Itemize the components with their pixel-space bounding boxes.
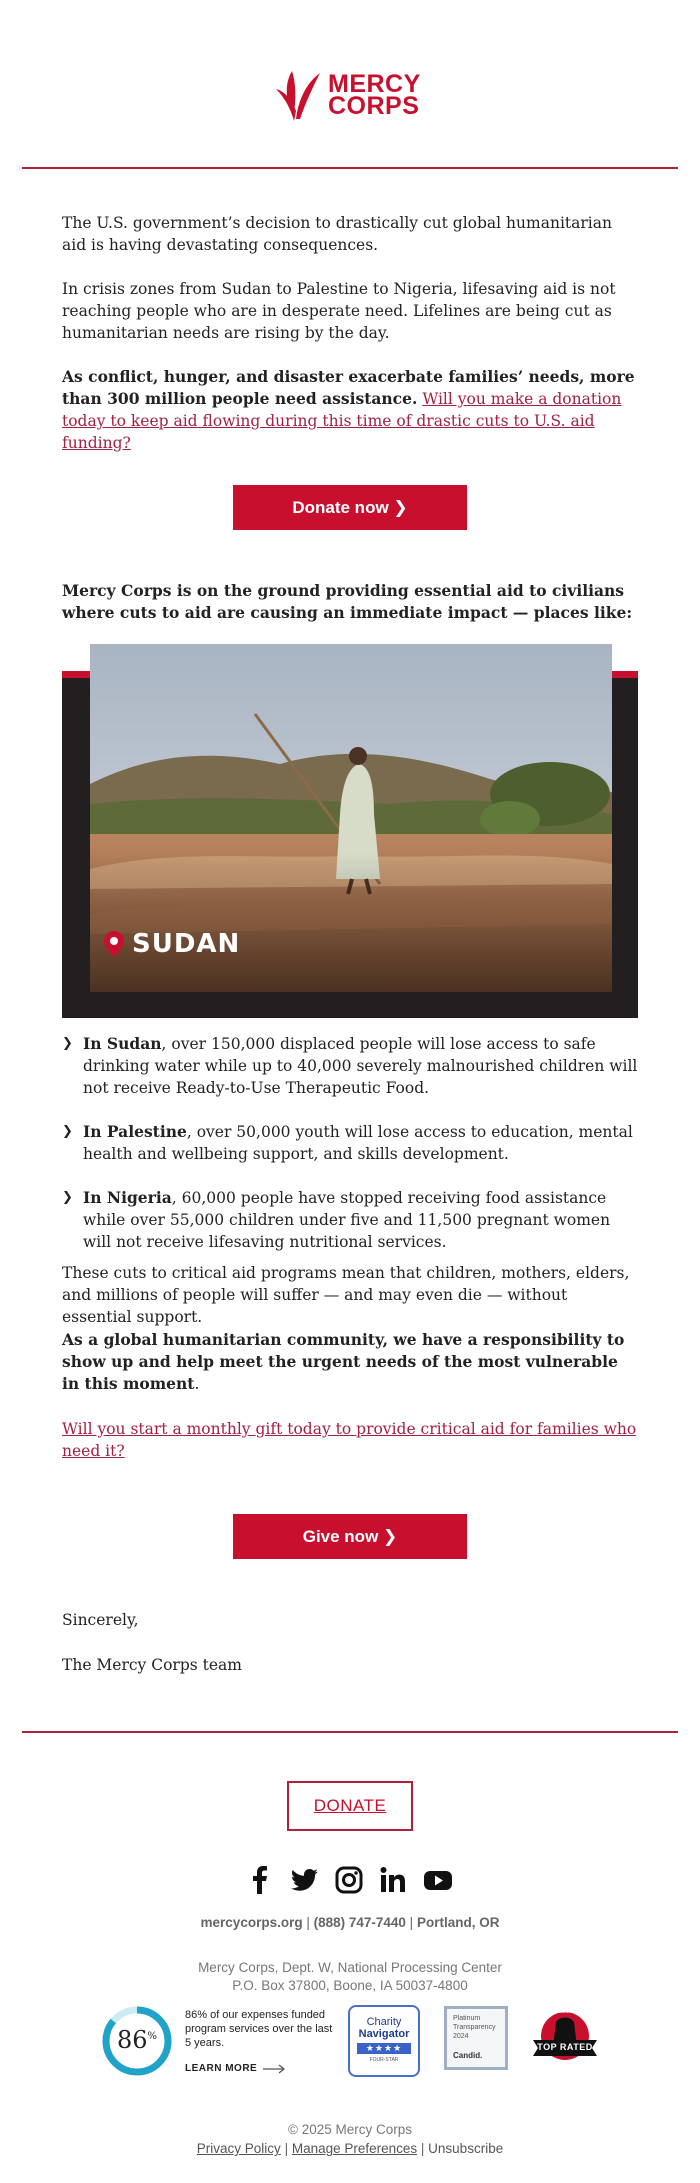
contact-line bbox=[0, 1915, 700, 1930]
learn-more-label: LEARN MORE bbox=[185, 2063, 258, 2074]
charity-navigator-stars: ★★★★ bbox=[357, 2043, 411, 2054]
charity-navigator-line-2: Navigator bbox=[358, 2028, 410, 2040]
address-line-1: Mercy Corps, Dept. W, National Processing Center bbox=[198, 1960, 502, 1975]
intro-bold-text: As conflict, hunger, and disaster exacerbate families’ needs, more than 300 million people need assistance. bbox=[62, 367, 635, 408]
logo-line-1: MERCY bbox=[328, 70, 421, 98]
cuts-paragraph: These cuts to critical aid programs mean that children, mothers, elders, and millions of people will suffer — and may even die — without essential support. bbox=[62, 1264, 630, 1326]
chevron-right-icon: ❯ bbox=[62, 1190, 73, 1205]
bullet-text-nigeria: , 60,000 people have stopped receiving food assistance while over 55,000 children under five and 11,500 pregnant women will not receive lifesaving nutritional services. bbox=[83, 1189, 611, 1251]
footer-divider bbox=[22, 1731, 678, 1733]
unsubscribe-link[interactable]: Unsubscribe bbox=[428, 2141, 504, 2156]
top-rated-badge[interactable] bbox=[530, 2008, 600, 2070]
footer-donate-button[interactable]: DONATE bbox=[287, 1781, 413, 1831]
arrow-right-icon bbox=[263, 2064, 285, 2074]
candid-line-2: Transparency bbox=[453, 2024, 496, 2031]
candid-line-3: 2024 bbox=[453, 2033, 469, 2040]
give-now-button[interactable]: Give now ❯ bbox=[233, 1514, 467, 1559]
candid-brand: Candid. bbox=[453, 2051, 483, 2060]
responsibility-period: . bbox=[194, 1375, 200, 1393]
expense-ratio-text: 86% of our expenses funded program services over the last 5 years. bbox=[185, 2009, 333, 2049]
responsibility-bold: As a global humanitarian community, we have a responsibility to show up and help meet the urgent needs of the most vulnerable in this moment bbox=[62, 1330, 625, 1393]
expense-ratio-suffix: % bbox=[147, 2031, 158, 2042]
location-tag bbox=[104, 929, 240, 959]
top-rated-label: TOP RATED bbox=[537, 2042, 593, 2052]
chevron-right-icon: ❯ bbox=[62, 1036, 73, 1051]
expense-ratio-value bbox=[100, 2026, 174, 2054]
footer-links-separator-1: | bbox=[280, 2141, 292, 2156]
bullet-text-palestine: , over 50,000 youth will lose access to education, mental health and wellbeing support, and skills development. bbox=[83, 1123, 633, 1163]
phone-number: (888) 747-7440 bbox=[313, 1915, 406, 1930]
mercy-corps-leaf-icon bbox=[270, 67, 324, 123]
donation-link[interactable]: Will you make a donation today to keep aid flowing during this time of drastic cuts to U.S. aid funding? bbox=[62, 390, 622, 452]
great-nonprofits-seal bbox=[530, 2008, 600, 2070]
candid-transparency-badge[interactable] bbox=[444, 2006, 508, 2070]
intro-section bbox=[62, 212, 638, 454]
mercy-corps-logo[interactable] bbox=[270, 66, 440, 124]
facebook-icon[interactable] bbox=[244, 1864, 276, 1896]
candid-line-1: Platinum bbox=[453, 2015, 481, 2022]
intro-paragraph-3 bbox=[62, 366, 638, 454]
footer-links bbox=[0, 2141, 700, 2156]
contact-separator-1: | bbox=[302, 1915, 314, 1930]
location-label: SUDAN bbox=[132, 929, 241, 959]
intro-paragraph-2: In crisis zones from Sudan to Palestine to Nigeria, lifesaving aid is not reaching people who are in desperate need. Lifelines are being cut as humanitarian needs are rising by the day. bbox=[62, 280, 616, 342]
linkedin-icon[interactable] bbox=[377, 1864, 409, 1896]
charity-navigator-line-1: Charity bbox=[366, 2016, 402, 2028]
expense-ratio-badge[interactable] bbox=[100, 2004, 174, 2078]
sudan-photo[interactable] bbox=[90, 644, 612, 992]
instagram-icon[interactable] bbox=[333, 1864, 365, 1896]
address-line-2: P.O. Box 37800, Boone, IA 50037-4800 bbox=[232, 1978, 468, 1993]
learn-more-link[interactable] bbox=[185, 2063, 285, 2074]
responsibility-paragraph bbox=[62, 1329, 638, 1395]
bullet-lead-sudan: In Sudan bbox=[83, 1034, 162, 1053]
bullet-lead-palestine: In Palestine bbox=[83, 1122, 187, 1141]
on-the-ground-heading: Mercy Corps is on the ground providing essential aid to civilians where cuts to aid are causing an immediate impact — places like: bbox=[62, 581, 633, 622]
logo-line-2: CORPS bbox=[328, 92, 420, 120]
expense-ratio-number: 86 bbox=[116, 2026, 148, 2054]
manage-preferences-link[interactable]: Manage Preferences bbox=[291, 2141, 418, 2156]
website-link[interactable]: mercycorps.org bbox=[200, 1915, 303, 1930]
city-text: Portland, OR bbox=[416, 1915, 500, 1930]
bullet-text-sudan: , over 150,000 displaced people will lose access to safe drinking water while up to 40,000 severely malnourished children will not receive Ready-to-Use Therapeutic Food. bbox=[83, 1035, 638, 1097]
list-item bbox=[62, 1033, 638, 1099]
footer-links-separator-2: | bbox=[417, 2141, 429, 2156]
header-divider bbox=[22, 167, 678, 169]
map-pin-icon bbox=[104, 931, 124, 957]
charity-navigator-caption: FOUR-STAR bbox=[369, 2057, 399, 2063]
donate-now-button[interactable]: Donate now ❯ bbox=[233, 485, 467, 530]
privacy-policy-link[interactable]: Privacy Policy bbox=[196, 2141, 281, 2156]
monthly-gift-paragraph bbox=[62, 1418, 638, 1462]
monthly-gift-link[interactable]: Will you start a monthly gift today to provide critical aid for families who need it? bbox=[62, 1420, 637, 1460]
twitter-icon[interactable] bbox=[288, 1864, 320, 1896]
youtube-icon[interactable] bbox=[422, 1864, 454, 1896]
intro-paragraph-1: The U.S. government’s decision to drastically cut global humanitarian aid is having devastating consequences. bbox=[62, 214, 612, 254]
logo-wordmark bbox=[328, 70, 421, 120]
great-nonprofits-arc-text: GREAT NONPROFITS bbox=[542, 2009, 588, 2014]
list-item bbox=[62, 1187, 638, 1253]
signoff-team: The Mercy Corps team bbox=[62, 1656, 242, 1674]
impact-list bbox=[62, 1033, 638, 1253]
contact-separator-2: | bbox=[405, 1915, 417, 1930]
charity-navigator-badge[interactable] bbox=[348, 2005, 420, 2077]
bullet-lead-nigeria: In Nigeria bbox=[83, 1188, 172, 1207]
copyright: © 2025 Mercy Corps bbox=[288, 2122, 412, 2137]
list-item bbox=[62, 1121, 638, 1165]
chevron-right-icon: ❯ bbox=[62, 1124, 73, 1139]
signoff-sincerely: Sincerely, bbox=[62, 1611, 139, 1629]
